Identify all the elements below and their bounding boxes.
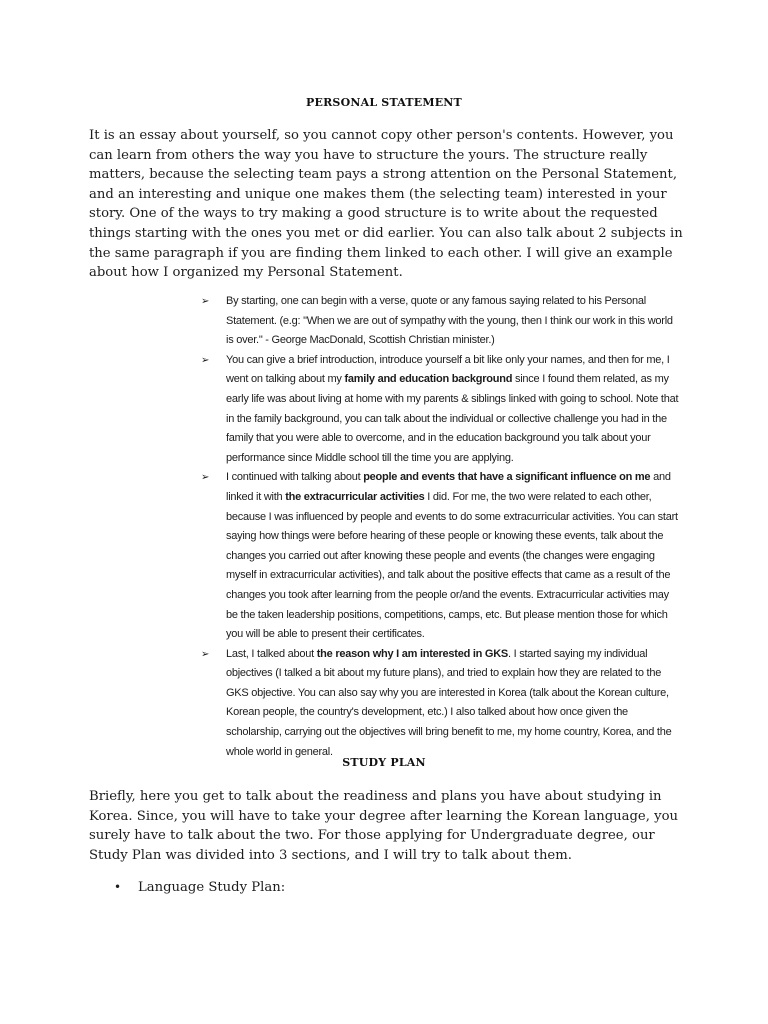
bullet-bold-text: family and education background xyxy=(344,373,513,386)
bullet-text: Last, I talked about xyxy=(226,647,317,660)
bullet-bold-text: the extracurricular activities xyxy=(285,490,425,503)
bullet-text: and linked it with xyxy=(226,471,671,503)
bullet-text: I continued with talking about xyxy=(226,471,364,484)
study-plan-item-language xyxy=(112,878,285,898)
study-plan-list xyxy=(112,878,285,898)
study-plan-heading: STUDY PLAN xyxy=(342,756,426,769)
arrow-bullet-icon: ➢ xyxy=(201,472,210,484)
dot-bullet-icon: • xyxy=(114,880,122,894)
study-plan-item-label: Language Study Plan: xyxy=(138,880,286,895)
bullet-item-gks-reason xyxy=(201,645,681,763)
bullet-item-influences xyxy=(201,468,681,644)
bullet-bold-text: the reason why I am interested in GKS xyxy=(316,647,509,660)
arrow-bullet-icon: ➢ xyxy=(201,296,210,307)
personal-statement-bullet-list xyxy=(201,292,681,762)
bullet-bold-text: people and events that have a significant influence on me xyxy=(363,471,651,484)
arrow-bullet-icon: ➢ xyxy=(201,648,210,660)
personal-statement-intro: It is an essay about yourself, so you cannot copy other person's contents. However, you can learn from others the way you have to structure the yours. The structure really matters, because the selecting team pays a strong attention on the Personal Statement, and an interesting and unique one makes them (the selecting team) interested in your story. One of the ways to try making a good structure is to write about the requested things starting with the ones you met or did earlier. You can also talk about 2 subjects in the same paragraph if you are finding them linked to each other. I will give an example about how I organized my Personal Statement. xyxy=(89,128,683,281)
personal-statement-heading: PERSONAL STATEMENT xyxy=(306,96,462,109)
bullet-text: since I found them related, as my early life was about living at home with my parents & siblings linked with going to school. Note that in the family background, you can talk about the individual or collective challenge you had in the family that you were able to overcome, and in the education background you talk about your performance since Middle school till the time you are applying. xyxy=(226,373,679,464)
arrow-bullet-icon: ➢ xyxy=(201,354,210,366)
bullet-item-background xyxy=(201,351,681,469)
bullet-text: You can give a brief introduction, introduce yourself a bit like only your names, and then for me, I went on talking about my xyxy=(226,353,670,386)
bullet-text: . I started saying my individual objectives (I talked a bit about my future plans), and tried to explain how they are related to the GKS objective. You can also say why you are interested in Korea (talk about the Korean culture, Korean people, the country's development, etc.) I also talked about how once given the scholarship, carrying out the objectives will bring benefit to me, my home country, Korea, and the whole world in general. xyxy=(226,647,672,758)
study-plan-intro: Briefly, here you get to talk about the readiness and plans you have about studying in Korea. Since, you will have to take your degree after learning the Korean language, you surely have to talk about the two. For those applying for Undergraduate degree, our Study Plan was divided into 3 sections, and I will try to talk about them. xyxy=(89,789,679,863)
bullet-item-opening xyxy=(201,292,681,351)
bullet-text: By starting, one can begin with a verse, quote or any famous saying related to his Personal Statement. (e.g: "When we are out of sympathy with the young, then I think our work in this world is over." - George MacDonald, Scottish Christian minister.) xyxy=(226,295,673,347)
bullet-text: I did. For me, the two were related to each other, because I was influenced by people and events to do some extracurricular activities. You can start saying how things were before hearing of these people or knowing these events, talk about the changes you carried out after knowing these people and events (the changes were engaging myself in extracurricular activities), and talk about the positive effects that came as a result of the changes you took after learning from the people or/and the events. Extracurricular activities may be the taken leadership positions, competitions, camps, etc. But please mention those for which you will be able to present their certificates. xyxy=(226,490,678,641)
